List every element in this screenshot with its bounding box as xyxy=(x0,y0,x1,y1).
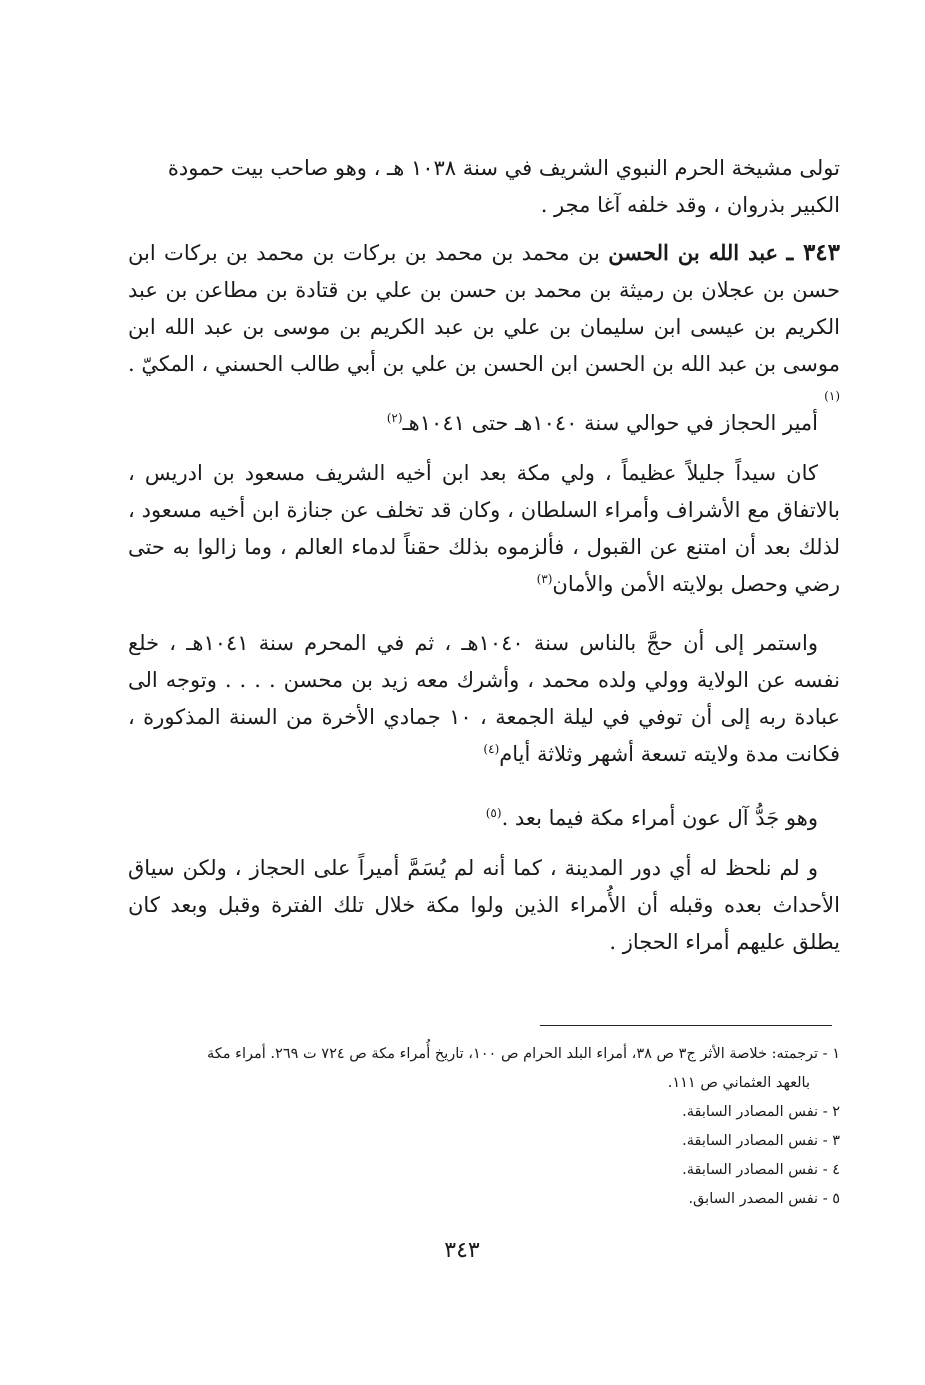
entry-number: ٣٤٣ ـ xyxy=(786,239,841,266)
paragraph xyxy=(128,405,840,442)
paragraph-text: كان سيداً جليلاً عظيماً ، ولي مكة بعد ابن أخيه الشريف مسعود بن ادريس ، بالاتفاق مع الأشراف وأمراء السلطان ، وكان قد تخلف عن جنازة ابن أخيه مسعود ، لذلك بعد أن امتنع عن القبول ، فألزموه بذلك حقناً لدماء العالم ، وما زالوا به حتى رضي وحصل بولايته الأمن والأمان xyxy=(128,461,840,596)
entry-343 xyxy=(128,234,840,420)
footnote-ref: (١) xyxy=(824,389,840,403)
footnote-ref: (٣) xyxy=(536,572,553,586)
footnote-ref: (٥) xyxy=(485,806,502,820)
paragraph-kan xyxy=(128,455,840,603)
footnotes xyxy=(160,1040,840,1214)
paragraph-lam xyxy=(128,850,840,961)
previous-entry-tail xyxy=(128,150,840,224)
paragraph-text: و لم نلحظ له أي دور المدينة ، كما أنه لم يُسَمَّ أميراً على الحجاز ، ولكن سياق الأحداث بعده وقبله أن الأُمراء الذين ولوا مكة خلال تلك الفترة وقبل وبعد كان يطلق عليهم أمراء الحجاز . xyxy=(128,856,840,954)
paragraph-text: واستمر إلى أن حجَّ بالناس سنة ١٠٤٠هـ ، ثم في المحرم سنة ١٠٤١هـ ، خلع نفسه عن الولاية وولي ولده محمد ، وأشرك معه زيد بن محسن . . . . وتوجه الى عبادة ربه إلى أن توفي في ليلة الجمعة ، ١٠ جمادي الأخرة من السنة المذكورة ، فكانت مدة ولايته تسعة أشهر وثلاثة أيام xyxy=(128,631,840,766)
footnote-divider xyxy=(540,1025,832,1026)
emir-line xyxy=(128,405,840,442)
paragraph-line: الكبير بذروان ، وقد خلفه آغا مجر . xyxy=(540,193,840,217)
emir-text: أمير الحجاز في حوالي سنة ١٠٤٠هـ حتى ١٠٤١هـ xyxy=(402,411,818,435)
paragraph-istamar xyxy=(128,625,840,773)
footnote-ref: (٢) xyxy=(386,411,403,425)
paragraph-jadd xyxy=(128,800,840,837)
footnote-1-continued: بالعهد العثماني ص ١١١. xyxy=(667,1075,810,1091)
paragraph xyxy=(128,455,840,603)
footnote-3: ٣ - نفس المصادر السابقة. xyxy=(682,1133,840,1149)
entry-lineage: بن محمد بن محمد بن بركات بن محمد بن بركات ابن حسن بن عجلان بن رميثة بن محمد بن حسن بن علي بن قتادة بن مطاعن بن عبد الكريم بن عيسى ابن سليمان بن علي بن عبد الكريم بن موسى بن عبد الله ابن موسى بن عبد الله بن الحسن ابن الحسن بن علي بن أبي طالب الحسني ، المكيّ . xyxy=(128,241,840,376)
footnote-4: ٤ - نفس المصادر السابقة. xyxy=(682,1162,840,1178)
paragraph xyxy=(128,800,840,837)
footnote-1: ١ - ترجمته: خلاصة الأثر ج٣ ص ٣٨، أمراء البلد الحرام ص ١٠٠، تاريخ أُمراء مكة ص ٧٢٤ ت ٢٦٩. أمراء مكة xyxy=(207,1046,840,1062)
paragraph xyxy=(128,625,840,773)
footnote-ref: (٤) xyxy=(483,742,500,756)
entry-header-paragraph xyxy=(128,234,840,420)
page-number: ٣٤٣ xyxy=(444,1238,480,1263)
footnote-2: ٢ - نفس المصادر السابقة. xyxy=(682,1104,840,1120)
paragraph-text: وهو جَدُّ آل عون أمراء مكة فيما بعد . xyxy=(501,806,818,830)
footnote-5: ٥ - نفس المصدر السابق. xyxy=(688,1191,840,1207)
paragraph-line: تولى مشيخة الحرم النبوي الشريف في سنة ١٠٣٨ هـ ، وهو صاحب بيت حمودة xyxy=(167,156,840,180)
entry-name: عبد الله بن الحسن xyxy=(608,240,779,265)
